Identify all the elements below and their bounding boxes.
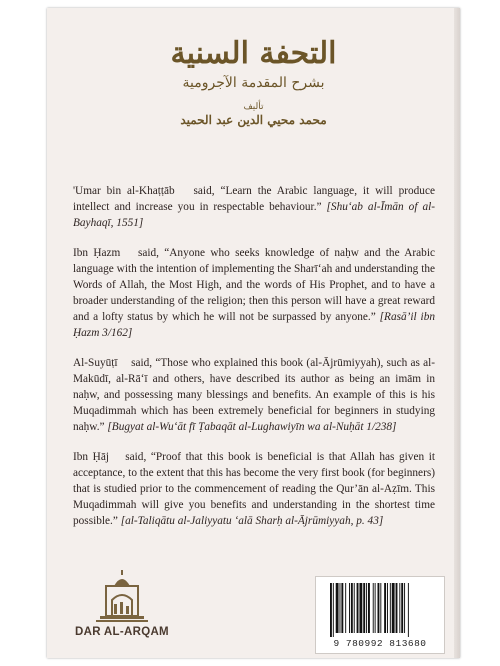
honorific-icon: ﷜ [180, 186, 188, 196]
quote-4-citation: [al-Taliqātu al-Jaliyyatu ‘alā Sharḥ al-Ājrūmiyyah, p. 43] [120, 515, 384, 527]
quote-4-text: said, “Proof that this book is beneficial is that Allah has given it acceptance, to the extent that this has become the very first book (for beginners) that is studied prior to the commencement of reading the Qur’ān al-Aẓīm. This Muqadimmah will give you benefits and understanding in the shortest time possible.” [73, 451, 436, 527]
publisher-logo [72, 568, 172, 648]
honorific-icon: ﷜ [125, 248, 133, 258]
quote-2-speaker: Ibn Ḥazm [73, 247, 121, 259]
isbn-number: 9 780992 813680 [333, 638, 427, 649]
arabic-title-block [47, 36, 460, 128]
quote-2-text: said, “Anyone who seeks knowledge of naḥw and the Arabic language with the intention of implementing the Sharī‘ah and understanding the Words of Allah, the Most High, and the words of His Prophet, and to have a broader understanding of the religion; then this person will have a great reward and a lofty status by which he will not be surpassed by anyone.” [73, 247, 435, 323]
quote-1-citation: [Shu‘ab al-Īmān of al-Bayhaqī, 1551] [73, 201, 435, 229]
quote-3-text: said, “Those who explained this book (al-Ājrūmiyyah), such as al-Makūdī, al-Rā‘ī and others, have described its author as being an imām in naḥw, and possessing many blessings and benefits. An example of this is his Muqadimmah which has been extremely beneficial for beginners in studying naḥw.” [73, 357, 436, 433]
quote-4-speaker: Ibn Ḥāj [73, 451, 109, 463]
quote-2-citation: [Rasā’il ibn Ḥazm 3/162] [73, 311, 435, 339]
quote-1 [73, 183, 435, 231]
arabic-subtitle: بشرح المقدمة الآجرومية [182, 75, 325, 91]
quote-3 [73, 355, 435, 435]
isbn-barcode [315, 576, 445, 654]
quotes-section [73, 183, 435, 543]
book-back-cover [47, 8, 460, 658]
arabic-title: التحفة السنية [170, 36, 337, 71]
quote-4 [73, 449, 435, 529]
honorific-icon: ﷜ [120, 358, 128, 368]
barcode-icon [328, 583, 432, 637]
quote-3-speaker: Al-Suyūṭī [73, 357, 118, 369]
author-name: محمد محيي الدين عبد الحميد [180, 113, 327, 127]
quote-2 [73, 245, 435, 341]
honorific-icon: ﷜ [113, 452, 121, 462]
quote-1-speaker: 'Umar bin al-Khaṭṭāb [73, 185, 175, 197]
quote-1-text: said, “Learn the Arabic language, it will produce intellect and increase you in respectable behaviour.” [73, 185, 435, 213]
quote-3-citation: [Bugyat al-Wu‘āt fī Ṭabaqāt al-Lughawiyīn wa al-Nuḥāt 1/238] [107, 421, 397, 433]
publisher-name: DAR AL-ARQAM [75, 626, 169, 638]
dar-al-arqam-logo-icon [92, 568, 152, 626]
author-label: تأليف [243, 102, 264, 112]
